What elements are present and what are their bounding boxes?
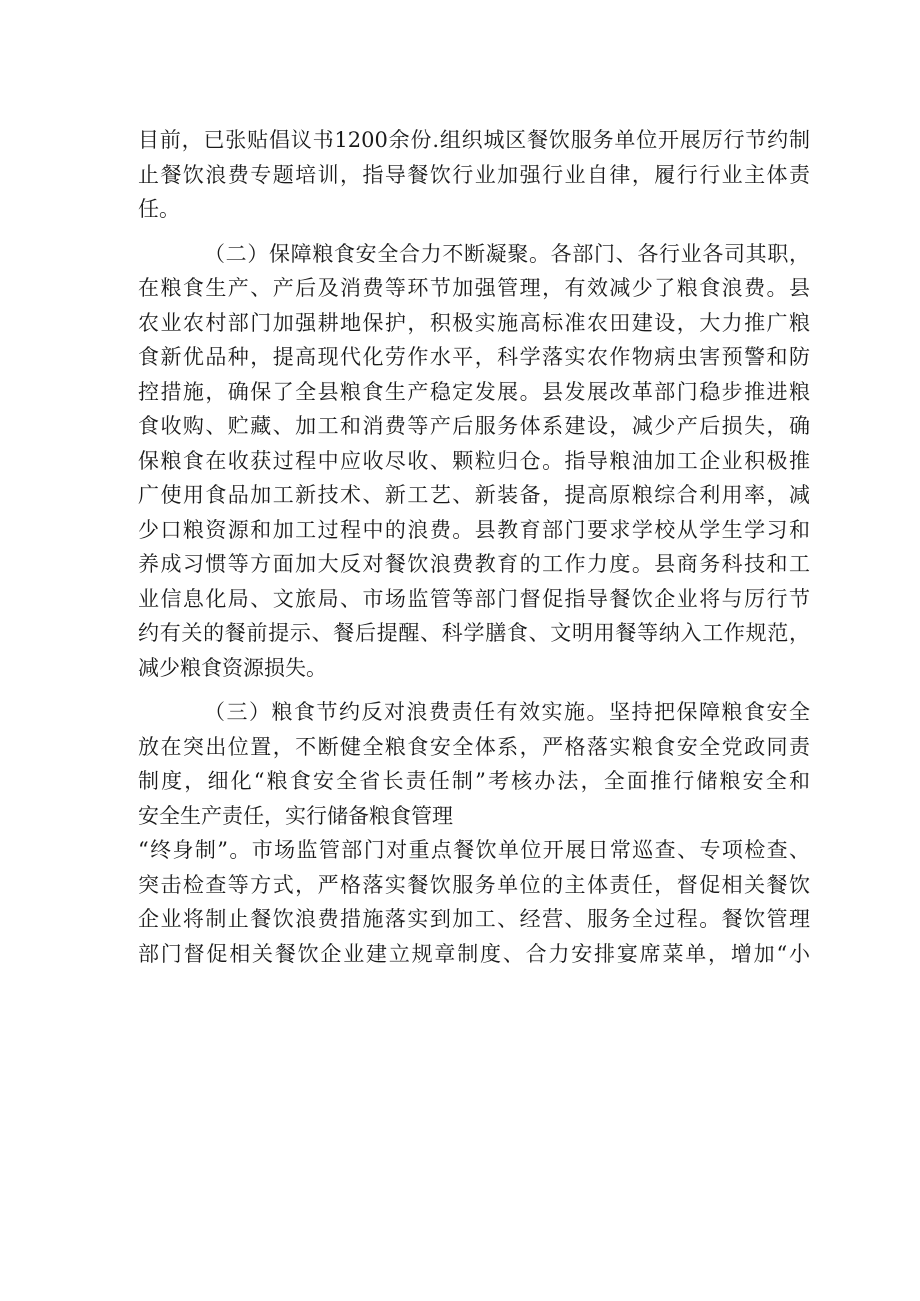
text-line: （二）保障粮食安全合力不断凝聚。各部门、各行业各司其职， (204, 241, 810, 266)
text-line: 广使用食品加工新技术、新工艺、新装备，提高原粮综合利用率，减 (138, 483, 810, 507)
text-line: 制度，细化“粮食安全省长责任制”考核办法，全面推行储粮安全和 (138, 769, 810, 793)
text-line: 业信息化局、文旅局、市场监管等部门督促指导餐饮企业将与厉行节 (138, 586, 810, 611)
paragraph-4 (138, 833, 810, 971)
text-line: （三）粮食节约反对浪费责任有效实施。坚持把保障粮食安全 (204, 700, 810, 724)
text-line: 突击检查等方式，严格落实餐饮服务单位的主体责任，督促相关餐饮 (138, 872, 810, 897)
paragraph-2 (138, 237, 810, 686)
paragraph-3 (138, 695, 810, 833)
text-line: 约有关的餐前提示、餐后提醒、科学膳食、文明用餐等纳入工作规范， (138, 621, 810, 645)
text-line: “终身制”。市场监管部门对重点餐饮单位开展日常巡查、专项检查、 (138, 838, 810, 862)
text-line: 少口粮资源和加工过程中的浪费。县教育部门要求学校从学生学习和 (138, 517, 810, 542)
text-line: 止餐饮浪费专题培训，指导餐饮行业加强行业自律，履行行业主体责 (138, 162, 810, 187)
text-line: 企业将制止餐饮浪费措施落实到加工、经营、服务全过程。餐饮管理 (138, 907, 810, 931)
text-line: 安全生产责任，实行储备粮食管理 (138, 803, 453, 828)
text-line: 养成习惯等方面加大反对餐饮浪费教育的工作力度。县商务科技和工 (138, 552, 810, 576)
text-line: 控措施，确保了全县粮食生产稳定发展。县发展改革部门稳步推进粮 (138, 379, 810, 404)
text-line: 农业农村部门加强耕地保护，积极实施高标准农田建设，大力推广粮 (138, 310, 810, 335)
text-line: 任。 (138, 197, 180, 221)
text-line: 放在突出位置，不断健全粮食安全体系，严格落实粮食安全党政同责 (138, 734, 810, 759)
paragraph-1 (138, 123, 810, 227)
text-line: 食收购、贮藏、加工和消费等产后服务体系建设，减少产后损失，确 (138, 414, 810, 438)
document-body (138, 123, 810, 971)
text-line: 食新优品种，提高现代化劳作水平，科学落实农作物病虫害预警和防 (138, 345, 810, 369)
text-line: 在粮食生产、产后及消费等环节加强管理，有效减少了粮食浪费。县 (138, 276, 810, 300)
text-line: 减少粮食资源损失。 (138, 655, 327, 680)
text-line: 部门督促相关餐饮企业建立规章制度、合力安排宴席菜单，增加“小 (138, 941, 810, 966)
text-line: 目前，已张贴倡议书1200余份.组织城区餐饮服务单位开展厉行节约制 (138, 128, 810, 152)
text-line: 保粮食在收获过程中应收尽收、颗粒归仓。指导粮油加工企业积极推 (138, 448, 810, 473)
